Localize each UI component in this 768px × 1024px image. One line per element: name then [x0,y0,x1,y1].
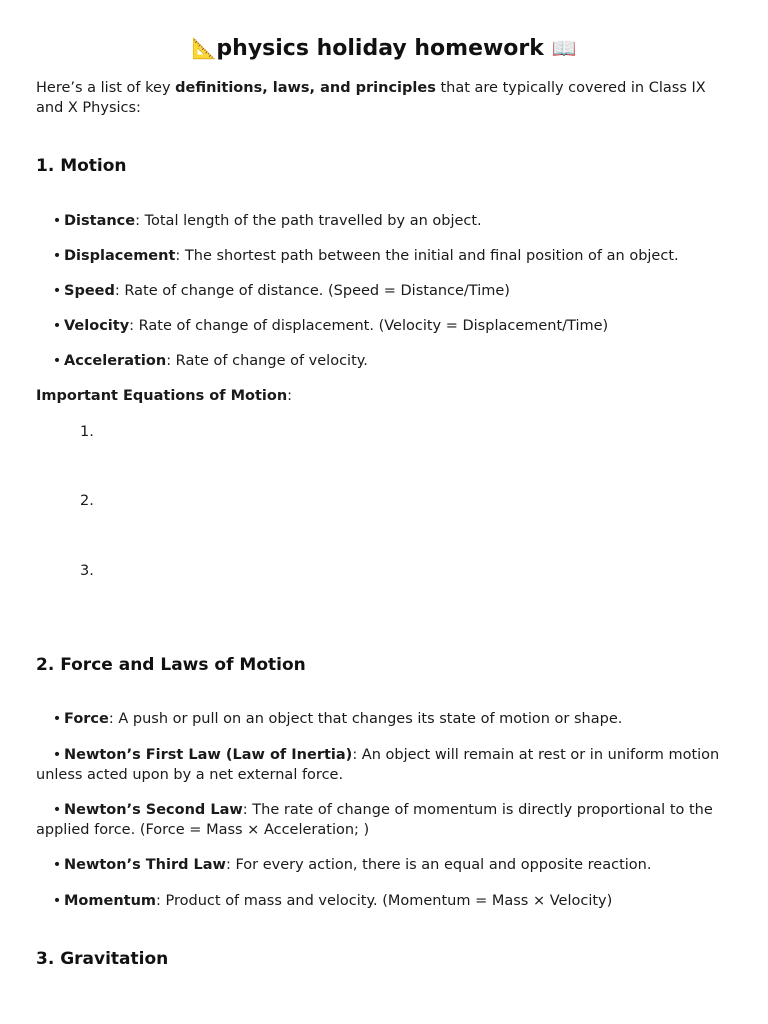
term: Newton’s Third Law [64,857,226,873]
term: Velocity [64,318,130,334]
list-item [36,211,736,231]
section-heading-motion: 1. Motion [36,156,127,176]
section-heading-force: 2. Force and Laws of Motion [36,655,306,675]
intro-paragraph [36,78,726,118]
intro-prefix: Here’s a list of key [36,80,176,96]
term: Displacement [64,248,176,264]
intro-suffix: that are typically covered in Class IX and X Physics: [36,80,706,116]
title-text: physics holiday homework [216,36,544,61]
list-item [36,246,736,266]
definition: : An object will remain at rest or in uniform motion unless acted upon by a net external force. [36,747,720,783]
open-book-icon: 📖 [551,36,577,60]
definition: : The shortest path between the initial and final position of an object. [175,248,679,264]
bullet: • [52,248,62,264]
term: Newton’s Second Law [64,802,243,818]
subheading-bold: Important Equations of Motion [36,388,288,404]
list-item [36,745,736,785]
definition: : Rate of change of displacement. (Velocity = Displacement/Time) [129,318,609,334]
bullet: • [52,283,62,299]
bullet: • [52,747,62,763]
bullet: • [52,857,62,873]
ordered-item-number: 1. [80,424,94,440]
document-title [0,33,768,64]
list-item [36,800,736,840]
list-item [36,709,736,729]
bullet: • [52,711,62,727]
definition: : The rate of change of momentum is directly proportional to the applied force. (Force = Mass × Acceleration; ) [36,802,713,838]
term: Acceleration [64,353,167,369]
subheading-suffix: : [287,388,293,404]
ordered-item-number: 2. [80,493,94,509]
definition: : Total length of the path travelled by an object. [135,213,482,229]
term: Distance [64,213,136,229]
definition: : Rate of change of distance. (Speed = Distance/Time) [114,283,510,299]
triangular-ruler-icon: 📐 [191,36,217,60]
term: Newton’s First Law (Law of Inertia) [64,747,353,763]
bullet: • [52,802,62,818]
bullet: • [52,893,62,909]
list-item [36,316,736,336]
ordered-item-number: 3. [80,563,94,579]
list-item [36,281,736,301]
list-item [36,891,736,911]
equations-subheading [36,386,292,406]
term: Force [64,711,109,727]
definition: : A push or pull on an object that changes its state of motion or shape. [108,711,623,727]
intro-bold: definitions, laws, and principles [175,80,436,96]
definition: : For every action, there is an equal and opposite reaction. [225,857,652,873]
term: Momentum [64,893,157,909]
bullet: • [52,353,62,369]
list-item [36,351,736,371]
bullet: • [52,213,62,229]
definition: : Rate of change of velocity. [166,353,368,369]
definition: : Product of mass and velocity. (Momentum = Mass × Velocity) [156,893,613,909]
bullet: • [52,318,62,334]
section-heading-gravitation: 3. Gravitation [36,949,169,969]
list-item [36,855,736,875]
term: Speed [64,283,115,299]
